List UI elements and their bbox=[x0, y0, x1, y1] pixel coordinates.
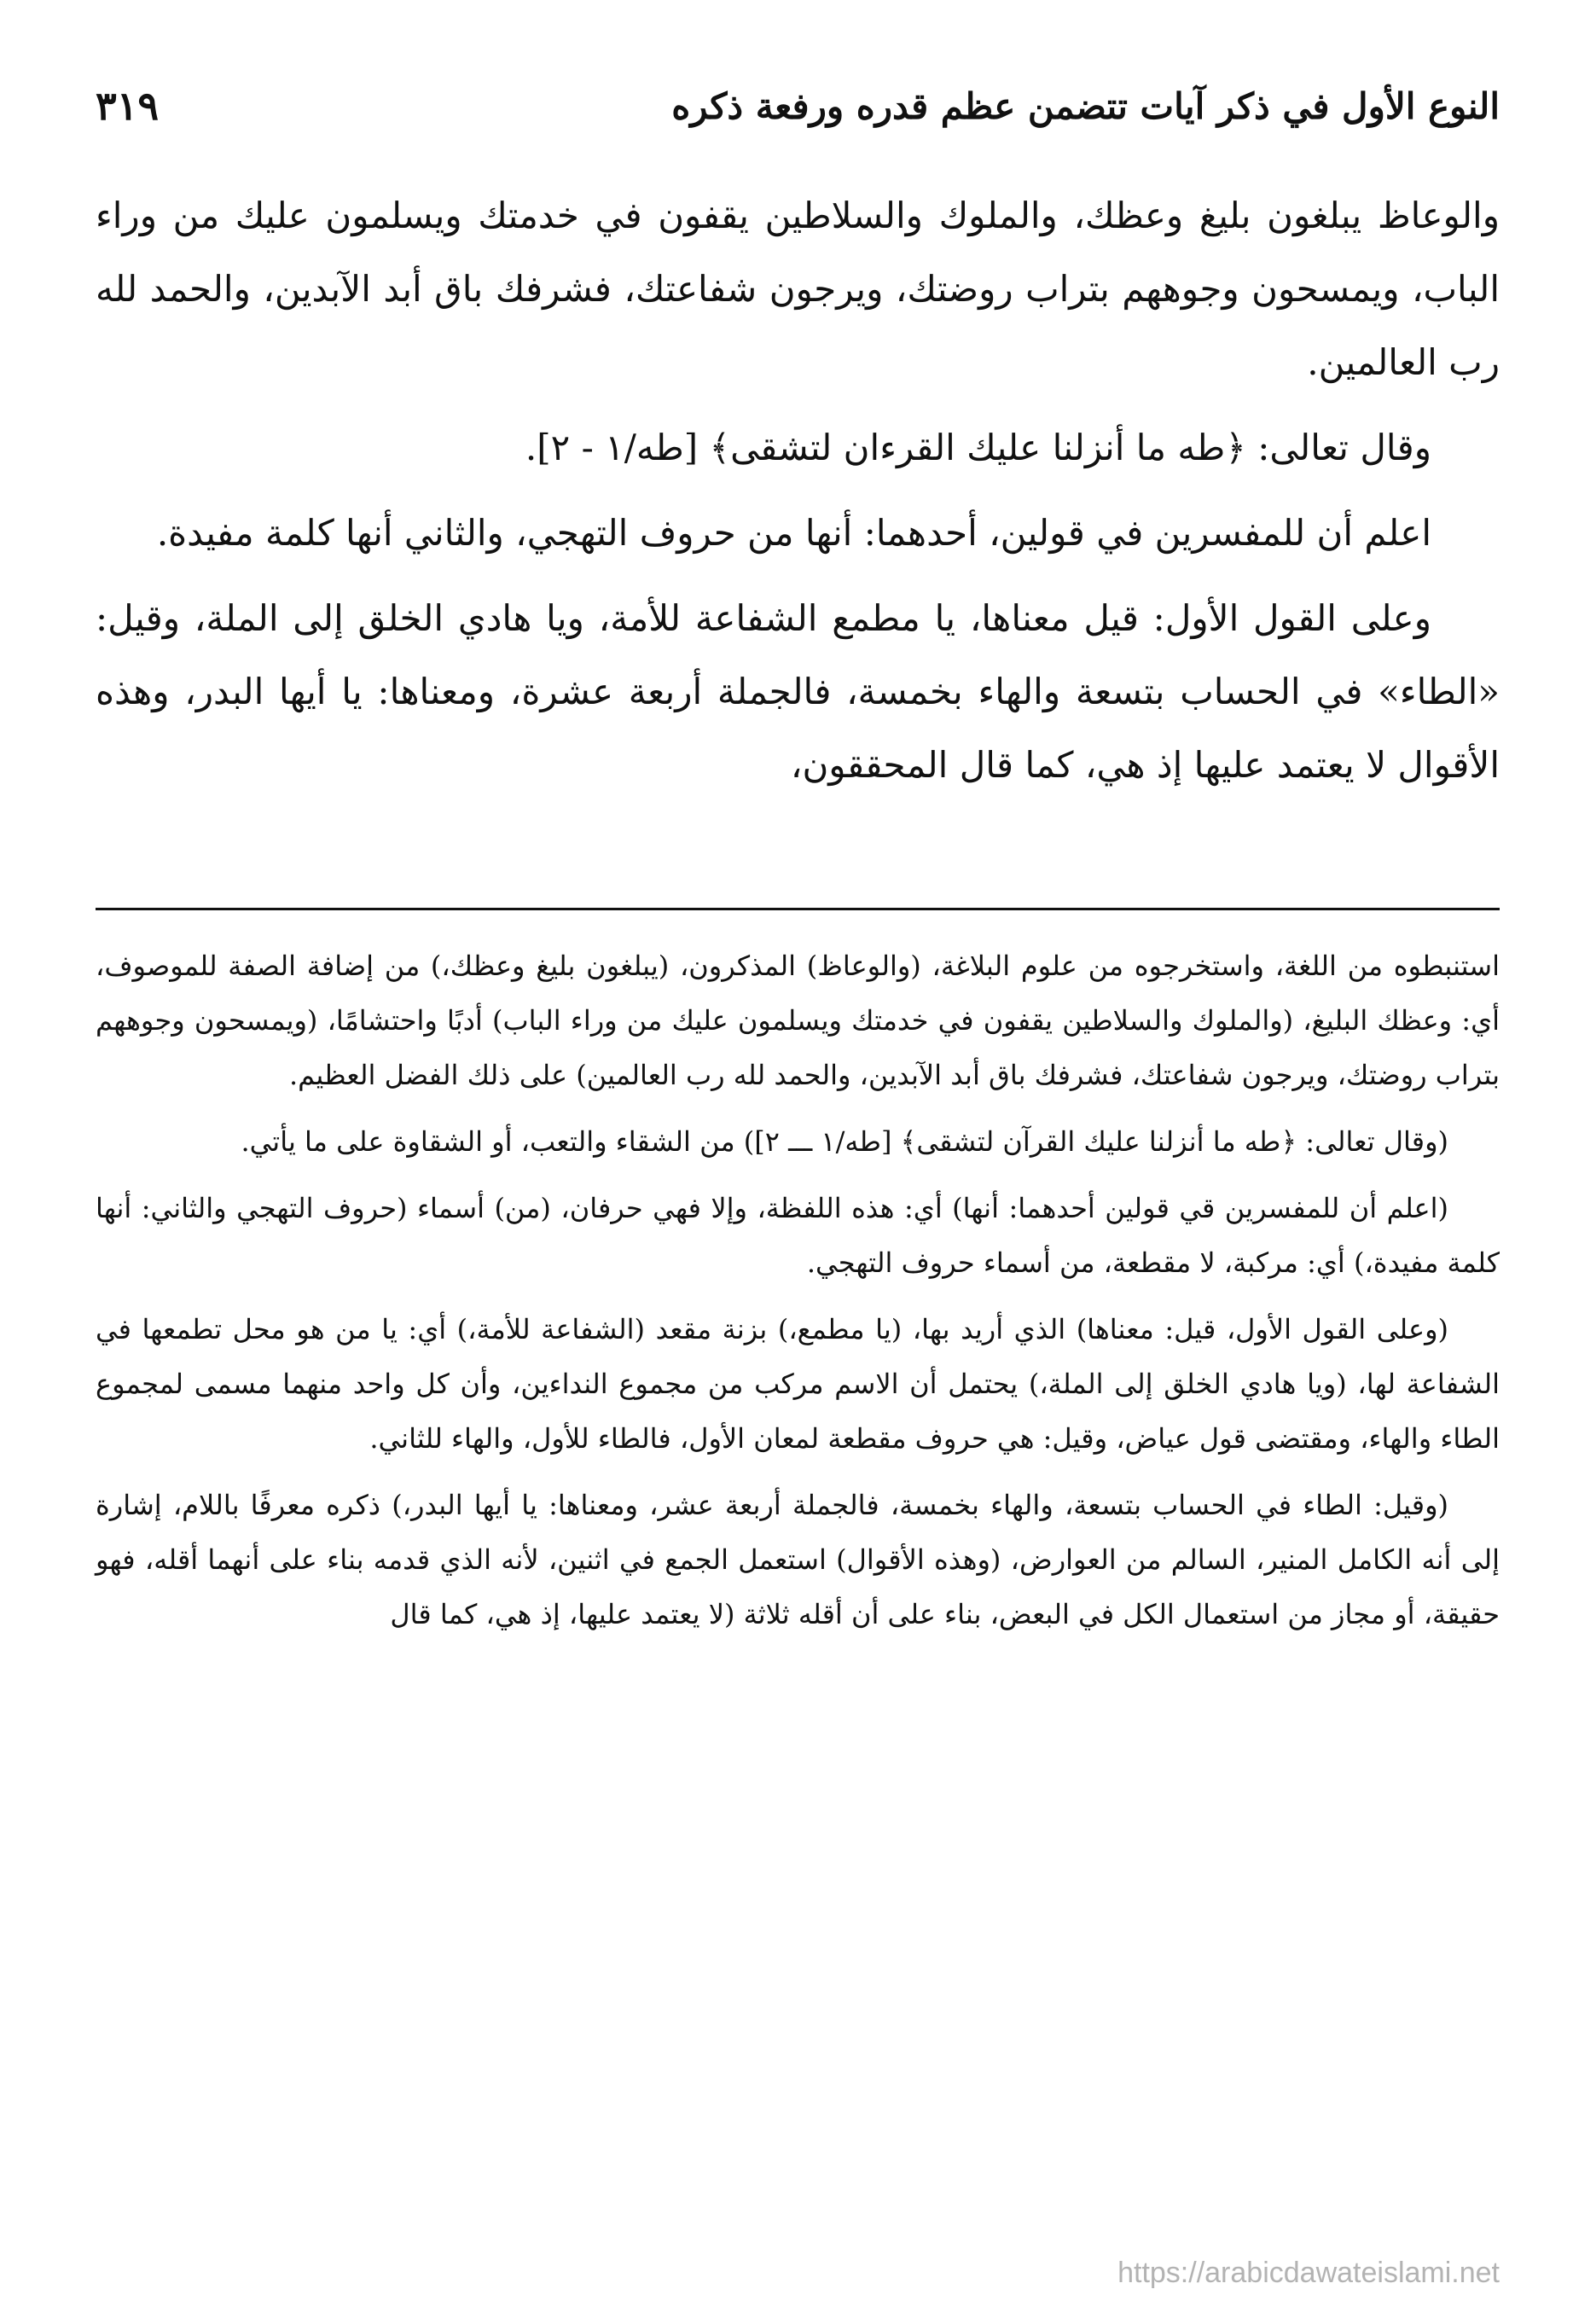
footnote-divider bbox=[96, 908, 1500, 910]
commentary-paragraph: (وعلى القول الأول، قيل: معناها) الذي أريد بها، (يا مطمع،) بزنة مقعد (الشفاعة للأمة،) أي: يا من هو محل تطمعها في الشفاعة لها، (ويا هادي الخلق إلى الملة،) يحتمل أن الاسم مركب من مجموع النداءين، وأن كل واحد منهما مسمى لمجموع الطاء والهاء، ومقتضى قول عياض، وقيل: هي حروف مقطعة لمعان الأول، فالطاء للأول، والهاء للثاني. bbox=[96, 1313, 1500, 1455]
main-text bbox=[96, 179, 1500, 814]
watermark-url: https://arabicdawateislami.net bbox=[1117, 2257, 1500, 2289]
page-header bbox=[96, 72, 1500, 140]
main-paragraph: وعلى القول الأول: قيل معناها، يا مطمع الشفاعة للأمة، ويا هادي الخلق إلى الملة، وقيل: «الطاء» في الحساب بتسعة والهاء بخمسة، فالجملة أربعة عشرة، ومعناها: يا أيها البدر، وهذه الأقوال لا يعتمد عليها إذ هي، كما قال المحققون، bbox=[96, 597, 1500, 786]
main-paragraph: والوعاظ يبلغون بليغ وعظك، والملوك والسلاطين يقفون في خدمتك ويسلمون عليك من وراء الباب، ويمسحون وجوههم بتراب روضتك، ويرجون شفاعتك، فشرفك باق أبد الآبدين، والحمد لله رب العالمين. bbox=[96, 195, 1500, 383]
chapter-title: النوع الأول في ذكر آيات تتضمن عظم قدره ورفعة ذكره bbox=[671, 84, 1500, 127]
main-paragraph: وقال تعالى: ﴿طه ما أنزلنا عليك القرءان لتشقى﴾ [طه/١ - ٢]. bbox=[525, 427, 1431, 468]
commentary-paragraph: (اعلم أن للمفسرين قي قولين أحدهما: أنها) أي: هذه اللفظة، وإلا فهي حرفان، (من) أسماء (حروف التهجي والثاني: أنها كلمة مفيدة،) أي: مركبة، لا مقطعة، من أسماء حروف التهجي. bbox=[96, 1192, 1500, 1279]
page-number: ٣١٩ bbox=[96, 83, 160, 129]
commentary-paragraph: استنبطوه من اللغة، واستخرجوه من علوم البلاغة، (والوعاظ) المذكرون، (يبلغون بليغ وعظك،) من إضافة الصفة للموصوف، أي: وعظك البليغ، (والملوك والسلاطين يقفون في خدمتك ويسلمون عليك من وراء الباب) أدبًا واحتشامًا، (ويمسحون وجوههم بتراب روضتك، ويرجون شفاعتك، فشرفك باق أبد الآبدين، والحمد لله رب العالمين) على ذلك الفضل العظيم. bbox=[96, 950, 1500, 1091]
commentary-paragraph: (وقيل: الطاء في الحساب بتسعة، والهاء بخمسة، فالجملة أربعة عشر، ومعناها: يا أيها البدر،) ذكره معرفًا باللام، إشارة إلى أنه الكامل المنير، السالم من العوارض، (وهذه الأقوال) استعمل الجمع في اثنين، لأنه الذي قدمه بناء على أنهما أقله، فهو حقيقة، أو مجاز من استعمال الكل في البعض، بناء على أن أقله ثلاثة (لا يعتمد عليها، إذ هي، كما قال bbox=[96, 1489, 1500, 1630]
commentary-text bbox=[96, 938, 1500, 1653]
commentary-paragraph: (وقال تعالى: ﴿طه ما أنزلنا عليك القرآن لتشقى﴾ [طه/١ ـــ ٢]) من الشقاء والتعب، أو الشقاوة على ما يأتي. bbox=[241, 1125, 1448, 1158]
main-paragraph: اعلم أن للمفسرين في قولين، أحدهما: أنها من حروف التهجي، والثاني أنها كلمة مفيدة. bbox=[156, 512, 1431, 554]
